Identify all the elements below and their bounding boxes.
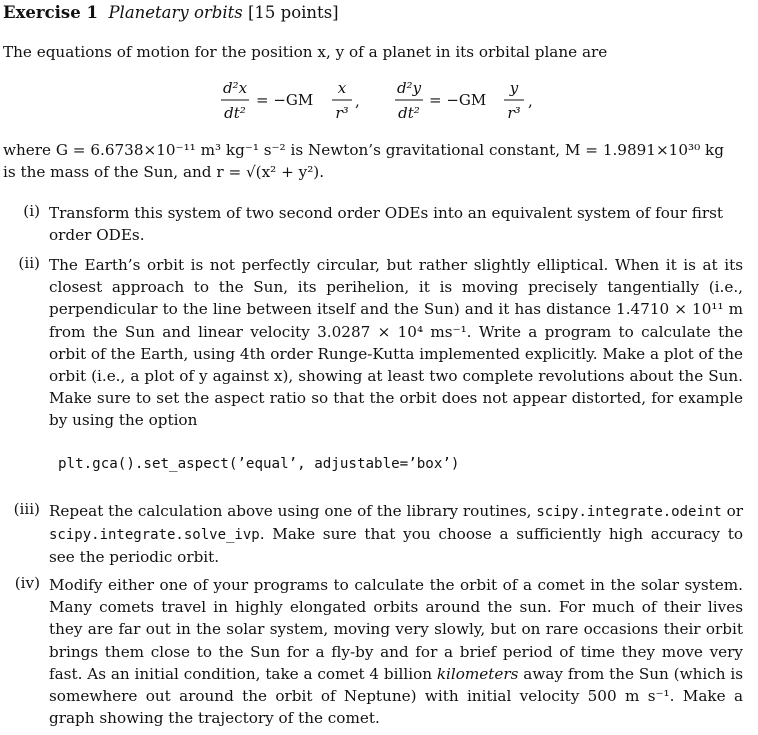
equations-of-motion — [0, 73, 758, 133]
item-text-part: away from the Sun (which is somewhere out around the orbit of Neptune) with initial velocity 500 m s⁻¹. Make a graph showing the trajectory of the comet. — [49, 664, 743, 728]
item-label: (iii) — [13, 500, 40, 518]
eq2-rhs-numerator: y — [509, 79, 519, 97]
constants-line-2: is the mass of the Sun, and r = √(x² + y²). — [3, 163, 325, 181]
exercise-name: Planetary orbits — [108, 3, 243, 22]
eq2-coefficient: = −GM — [429, 91, 487, 109]
item-text — [49, 574, 743, 729]
item-text — [49, 500, 743, 569]
eq2-lhs-denominator: dt² — [398, 104, 420, 122]
item-label: (ii) — [18, 254, 40, 272]
exercise-title — [3, 3, 339, 22]
item-label: (i) — [23, 202, 40, 220]
item-text-part: Repeat the calculation above using one of the library routines, — [49, 502, 537, 520]
item-text: Transform this system of two second order ODEs into an equivalent system of four first order ODEs. — [49, 204, 724, 245]
exercise-number: Exercise 1 — [3, 3, 98, 22]
eq1-lhs-denominator: dt² — [224, 104, 246, 122]
eq2-lhs-numerator: d²y — [396, 79, 422, 97]
eq1-coefficient: = −GM — [256, 91, 314, 109]
svg-text:,: , — [355, 92, 360, 110]
item-text: The Earth’s orbit is not perfectly circular, but rather slightly elliptical. When it is at its closest approach to the Sun, its perihelion, it is moving precisely tangentially (i.e., perpendicular to the line between itself and the Sun) and it has distance 1.4710 × 10¹¹ m from the Sun and linear velocity 3.0287 × 10⁴ ms⁻¹. Write a program to calculate the orbit of the Earth, using 4th order Runge-Kutta implemented explicitly. Make a plot of the orbit (i.e., a plot of y against x), showing at least two complete revolutions about the Sun. Make sure to set the aspect ratio so that the orbit does not appear distorted, for example by using the option — [49, 256, 744, 430]
item-label: (iv) — [14, 574, 40, 592]
item-text-part: . Make sure that you choose a sufficiently high accuracy to see the periodic orbit. — [49, 525, 743, 567]
code-snippet-aspect: plt.gca().set_aspect(’equal’, adjustable=’box’) — [58, 456, 460, 472]
code-odeint: scipy.integrate.odeint — [536, 504, 722, 520]
eq2-rhs-denominator: r³ — [507, 104, 521, 122]
eq1-rhs-denominator: r³ — [335, 104, 349, 122]
constants-paragraph — [3, 139, 755, 183]
svg-text:,: , — [528, 92, 533, 110]
item-text-part: or — [721, 502, 744, 520]
intro-paragraph: The equations of motion for the position x, y of a planet in its orbital plane are — [3, 43, 608, 61]
constants-line-1: where G = 6.6738×10⁻¹¹ m³ kg⁻¹ s⁻² is Newton’s gravitational constant, M = 1.9891×10³⁰ kg — [3, 141, 724, 159]
emphasis-kilometers: kilometers — [436, 664, 519, 683]
eq1-rhs-numerator: x — [337, 79, 347, 97]
code-solve-ivp: scipy.integrate.solve_ivp — [49, 527, 260, 544]
eq1-lhs-numerator: d²x — [222, 79, 248, 97]
item-text-part: Modify either one of your programs to calculate the orbit of a comet in the solar system. Many comets travel in highly elongated orbits around the sun. For much of their lives they are far out in the solar system, moving very slowly, but on rare occasions their orbit brings them close to the Sun for a fly-by and for a brief period of time they move very fast. As an initial condition, take a comet 4 billion — [49, 576, 743, 683]
exercise-points: [15 points] — [247, 3, 339, 22]
